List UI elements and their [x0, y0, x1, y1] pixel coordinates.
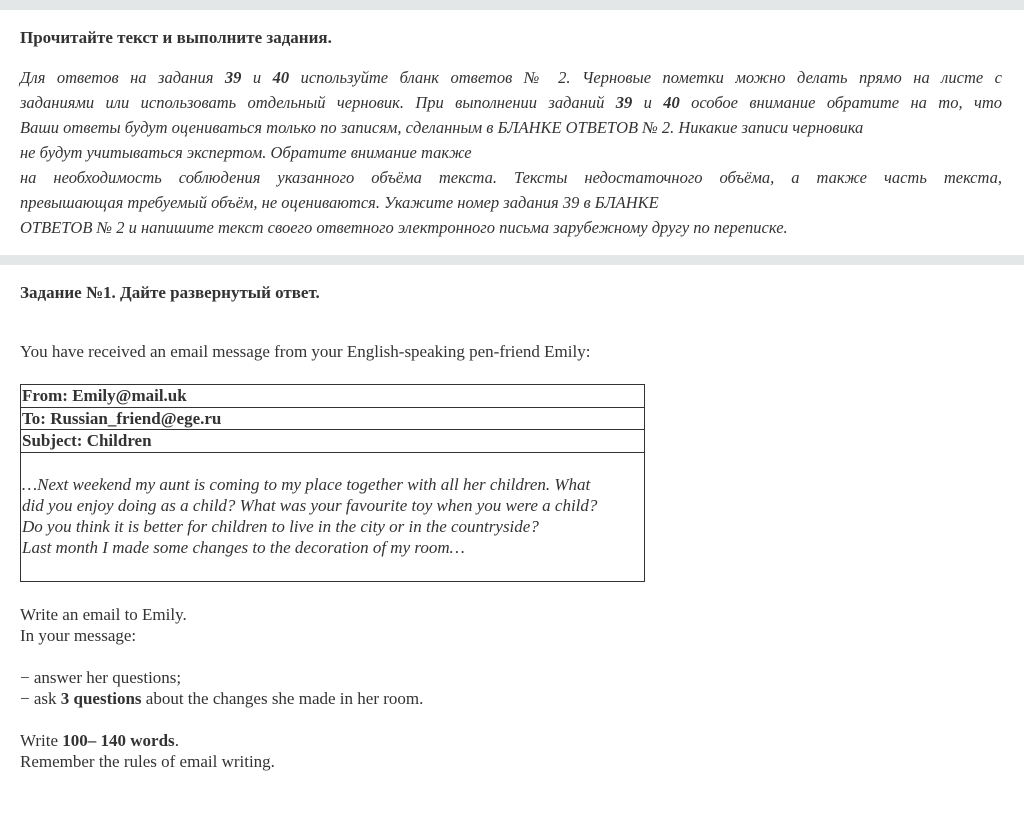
spacer [20, 646, 1002, 667]
email-subject: Subject: Children [21, 430, 644, 453]
emphasis-text: 3 questions [60, 688, 142, 708]
task-section [20, 281, 1002, 772]
task-number: 40 [663, 93, 680, 112]
task-instructions [20, 604, 1002, 772]
email-body-line: …Next weekend my aunt is coming to my place together with all her children. What [22, 474, 591, 494]
email-to: To: Russian_friend@ege.ru [21, 408, 644, 431]
task-line: Remember the rules of email writing. [20, 751, 275, 771]
instructions-line: Ваши ответы будут оцениваться только по записям, сделанным в БЛАНКЕ ОТВЕТОВ № 2. Никакие записи черновика [20, 118, 864, 137]
instructions-text-fragment: Для ответов на задания [20, 68, 225, 87]
task-number: 39 [615, 93, 633, 112]
instructions-line [20, 65, 1002, 90]
task-line: In your message: [20, 625, 137, 645]
instructions-text [20, 65, 1002, 240]
email-from: From: Emily@mail.uk [21, 385, 644, 408]
task-number: 40 [272, 68, 290, 87]
section-divider-band [0, 255, 1024, 265]
task-text-fragment: about the changes she made in her room. [141, 688, 424, 708]
task-bullet [20, 688, 1002, 709]
email-message-box [20, 384, 645, 582]
top-divider-band [0, 0, 1024, 10]
word-count-line [20, 730, 1002, 751]
instructions-line: превышающая требуемый объём, не оцениваются. Укажите номер задания 39 в БЛАНКЕ [20, 193, 659, 212]
instructions-line: ОТВЕТОВ № 2 и напишите текст своего ответного электронного письма зарубежному другу по переписке. [20, 218, 788, 237]
task-number: 39 [224, 68, 242, 87]
instructions-heading: Прочитайте текст и выполните задания. [20, 28, 332, 47]
email-body-line: Last month I made some changes to the decoration of my room… [22, 537, 465, 557]
email-body-line: Do you think it is better for children to live in the city or in the countryside? [22, 516, 539, 536]
task-text-fragment: − ask [20, 688, 61, 708]
instructions-line: на необходимость соблюдения указанного объёма текста. Тексты недостаточного объёма, а также часть текста, [20, 168, 1002, 187]
instructions-text-fragment: особое внимание обратите на то, что [679, 93, 1003, 112]
instructions-text-fragment: и [632, 93, 664, 112]
spacer [20, 709, 1002, 730]
instructions-line [20, 90, 1002, 115]
instructions-section [20, 26, 1002, 240]
task-text-fragment: . [174, 730, 179, 750]
emphasis-text: 100– 140 words [62, 730, 175, 750]
email-body [21, 453, 644, 581]
instructions-line: не будут учитываться экспертом. Обратите внимание также [20, 143, 472, 162]
instructions-text-fragment: и [241, 68, 273, 87]
task-heading: Задание №1. Дайте развернутый ответ. [20, 283, 320, 302]
task-text-fragment: Write [20, 730, 63, 750]
email-body-line: did you enjoy doing as a child? What was your favourite toy when you were a child? [22, 495, 598, 515]
instructions-text-fragment: используйте бланк ответов № 2. Черновые пометки можно делать прямо на листе с [289, 68, 1003, 87]
instructions-text-fragment: заданиями или использовать отдельный черновик. При выполнении заданий [20, 93, 616, 112]
task-bullet: − answer her questions; [20, 667, 182, 687]
task-intro: You have received an email message from your English-speaking pen-friend Emily: [20, 342, 591, 361]
task-line: Write an email to Emily. [20, 604, 187, 624]
